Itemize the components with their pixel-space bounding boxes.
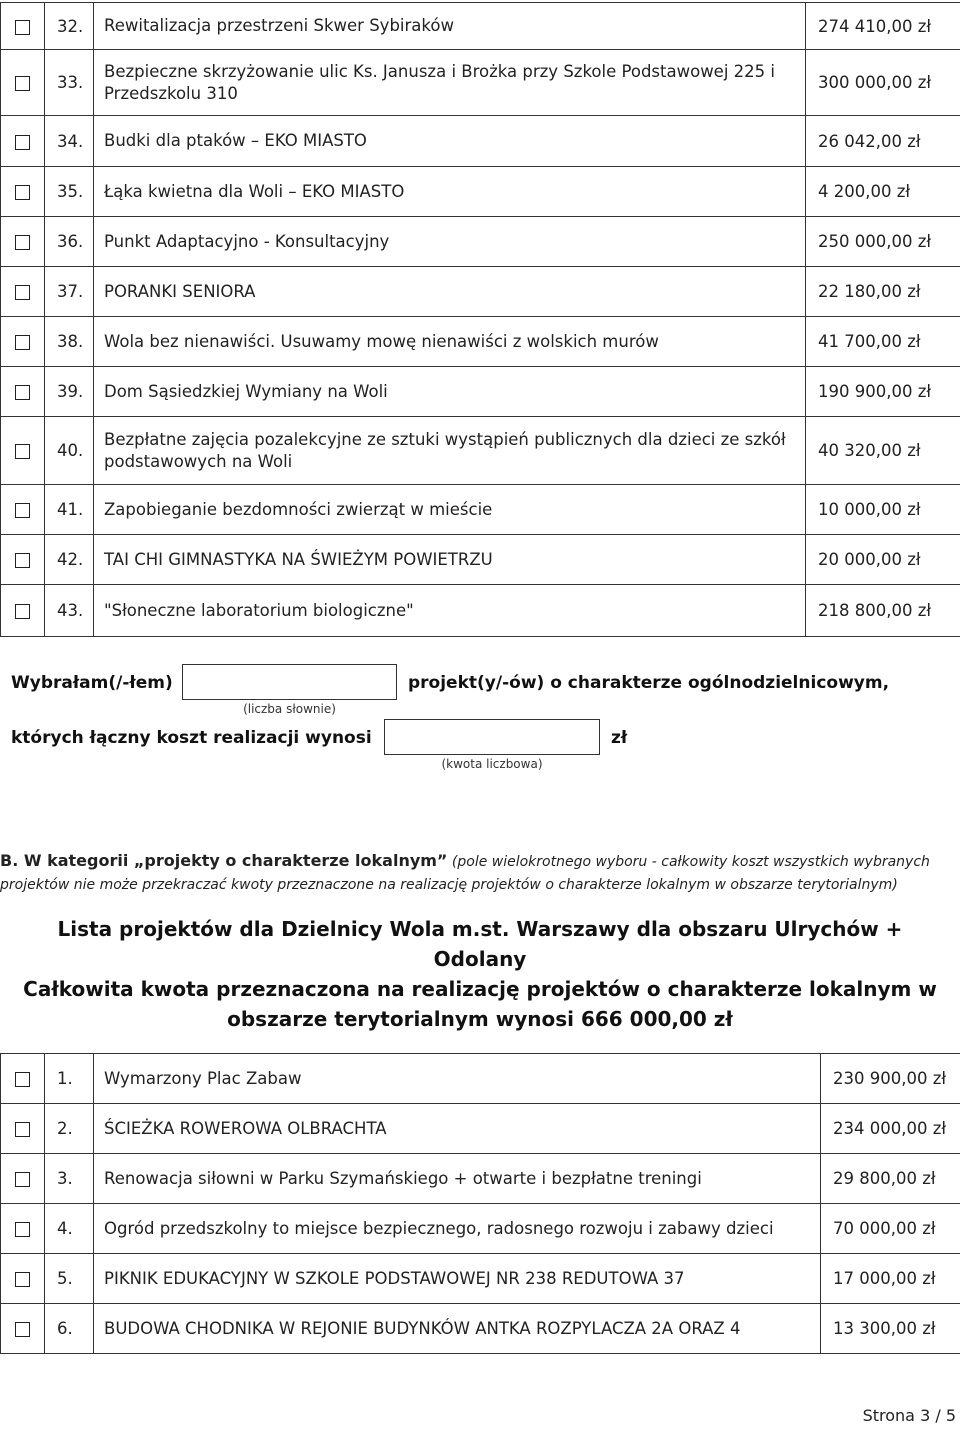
projects-label: projekt(y/-ów) o charakterze ogólnodzielnicowym, <box>408 673 890 693</box>
project-cost: 218 800,00 zł <box>806 585 960 637</box>
currency-label: zł <box>611 728 628 748</box>
project-cost: 13 300,00 zł <box>821 1304 960 1354</box>
project-checkbox[interactable] <box>15 503 30 518</box>
project-number: 33. <box>45 50 94 116</box>
project-checkbox[interactable] <box>15 385 30 400</box>
project-checkbox[interactable] <box>15 604 30 619</box>
project-cost: 41 700,00 zł <box>806 317 960 367</box>
project-row <box>1 585 960 637</box>
project-number: 3. <box>45 1154 94 1204</box>
project-row <box>1 267 960 317</box>
project-cost: 70 000,00 zł <box>821 1204 960 1254</box>
project-row <box>1 3 960 50</box>
project-number: 5. <box>45 1254 94 1304</box>
project-number: 41. <box>45 485 94 535</box>
project-title: PORANKI SENIORA <box>94 267 806 317</box>
project-title: Wymarzony Plac Zabaw <box>94 1054 821 1104</box>
project-number: 43. <box>45 585 94 637</box>
project-cost: 4 200,00 zł <box>806 167 960 217</box>
section-b-note: (pole wielokrotnego wyboru - całkowity koszt wszystkich wybranych projektów nie może przekraczać kwoty przeznaczone na realizację projektów o charakterze lokalnym w obszarze terytorialnym) <box>0 854 930 893</box>
project-cost: 274 410,00 zł <box>806 3 960 50</box>
project-number: 39. <box>45 367 94 417</box>
project-title: Zapobieganie bezdomności zwierząt w mieście <box>94 485 806 535</box>
project-row <box>1 167 960 217</box>
project-title: Wola bez nienawiści. Usuwamy mowę nienawiści z wolskich murów <box>94 317 806 367</box>
list-title-line-2: Odolany <box>433 947 527 971</box>
total-amount-field[interactable] <box>384 719 600 755</box>
amount-caption: (kwota liczbowa) <box>441 757 543 771</box>
project-checkbox[interactable] <box>15 1322 30 1337</box>
page-number: Strona 3 / 5 <box>862 1406 956 1425</box>
project-checkbox[interactable] <box>15 1172 30 1187</box>
list-title-line-1: Lista projektów dla Dzielnicy Wola m.st. Warszawy dla obszaru Ulrychów + <box>57 917 903 941</box>
local-project-row <box>1 1304 960 1354</box>
project-cost: 26 042,00 zł <box>806 116 960 167</box>
project-row <box>1 367 960 417</box>
project-cost: 250 000,00 zł <box>806 217 960 267</box>
project-title: Rewitalizacja przestrzeni Skwer Sybiraków <box>94 3 806 50</box>
project-number: 1. <box>45 1054 94 1104</box>
project-cost: 29 800,00 zł <box>821 1154 960 1204</box>
project-number: 37. <box>45 267 94 317</box>
local-projects-table <box>0 1053 960 1354</box>
citywide-projects-table <box>0 2 960 637</box>
project-number: 40. <box>45 417 94 485</box>
project-number: 6. <box>45 1304 94 1354</box>
project-number: 32. <box>45 3 94 50</box>
project-cost: 40 320,00 zł <box>806 417 960 485</box>
project-row <box>1 116 960 167</box>
project-number: 34. <box>45 116 94 167</box>
project-checkbox[interactable] <box>15 553 30 568</box>
local-project-row <box>1 1254 960 1304</box>
project-title: Ogród przedszkolny to miejsce bezpiecznego, radosnego rozwoju i zabawy dzieci <box>94 1204 821 1254</box>
project-cost: 234 000,00 zł <box>821 1104 960 1154</box>
local-project-row <box>1 1054 960 1104</box>
project-checkbox[interactable] <box>15 1072 30 1087</box>
project-checkbox[interactable] <box>15 444 30 459</box>
project-number: 42. <box>45 535 94 585</box>
project-row <box>1 417 960 485</box>
project-title: ŚCIEŻKA ROWEROWA OLBRACHTA <box>94 1104 821 1154</box>
project-title: PIKNIK EDUKACYJNY W SZKOLE PODSTAWOWEJ NR 238 REDUTOWA 37 <box>94 1254 821 1304</box>
project-cost: 230 900,00 zł <box>821 1054 960 1104</box>
project-title: Budki dla ptaków – EKO MIASTO <box>94 116 806 167</box>
project-checkbox[interactable] <box>15 335 30 350</box>
count-caption: (liczba słownie) <box>243 702 336 716</box>
project-title: Bezpieczne skrzyżowanie ulic Ks. Janusza i Brożka przy Szkole Podstawowej 225 i Przedszkolu 310 <box>94 50 806 116</box>
project-checkbox[interactable] <box>15 1222 30 1237</box>
project-number: 2. <box>45 1104 94 1154</box>
chosen-label: Wybrałam(/-łem) <box>11 673 173 693</box>
budget-line-1: Całkowita kwota przeznaczona na realizację projektów o charakterze lokalnym w <box>23 977 937 1001</box>
project-checkbox[interactable] <box>15 76 30 91</box>
project-number: 35. <box>45 167 94 217</box>
project-checkbox[interactable] <box>15 20 30 35</box>
project-cost: 10 000,00 zł <box>806 485 960 535</box>
project-number: 36. <box>45 217 94 267</box>
project-cost: 300 000,00 zł <box>806 50 960 116</box>
project-row <box>1 217 960 267</box>
project-checkbox[interactable] <box>15 285 30 300</box>
project-number: 4. <box>45 1204 94 1254</box>
project-title: Łąka kwietna dla Woli – EKO MIASTO <box>94 167 806 217</box>
local-project-row <box>1 1104 960 1154</box>
project-checkbox[interactable] <box>15 235 30 250</box>
budget-line-2: obszarze terytorialnym wynosi 666 000,00 zł <box>227 1007 733 1031</box>
project-title: Punkt Adaptacyjno - Konsultacyjny <box>94 217 806 267</box>
local-project-row <box>1 1204 960 1254</box>
project-checkbox[interactable] <box>15 1122 30 1137</box>
project-title: TAI CHI GIMNASTYKA NA ŚWIEŻYM POWIETRZU <box>94 535 806 585</box>
project-row <box>1 50 960 116</box>
project-number: 38. <box>45 317 94 367</box>
project-title: Bezpłatne zajęcia pozalekcyjne ze sztuki wystąpień publicznych dla dzieci ze szkół podstawowych na Woli <box>94 417 806 485</box>
section-b-intro <box>0 849 960 897</box>
project-checkbox[interactable] <box>15 185 30 200</box>
project-cost: 17 000,00 zł <box>821 1254 960 1304</box>
cost-label: których łączny koszt realizacji wynosi <box>11 728 372 748</box>
project-checkbox[interactable] <box>15 135 30 150</box>
project-cost: 20 000,00 zł <box>806 535 960 585</box>
project-cost: 22 180,00 zł <box>806 267 960 317</box>
project-row <box>1 317 960 367</box>
project-title: BUDOWA CHODNIKA W REJONIE BUDYNKÓW ANTKA ROZPYLACZA 2A ORAZ 4 <box>94 1304 821 1354</box>
section-b-heading: B. W kategorii „projekty o charakterze lokalnym” <box>0 851 448 870</box>
project-row <box>1 535 960 585</box>
project-title: Renowacja siłowni w Parku Szymańskiego + otwarte i bezpłatne treningi <box>94 1154 821 1204</box>
project-row <box>1 485 960 535</box>
project-count-field[interactable] <box>182 664 397 700</box>
project-title: Dom Sąsiedzkiej Wymiany na Woli <box>94 367 806 417</box>
local-project-row <box>1 1154 960 1204</box>
project-title: "Słoneczne laboratorium biologiczne" <box>94 585 806 637</box>
project-checkbox[interactable] <box>15 1272 30 1287</box>
project-cost: 190 900,00 zł <box>806 367 960 417</box>
